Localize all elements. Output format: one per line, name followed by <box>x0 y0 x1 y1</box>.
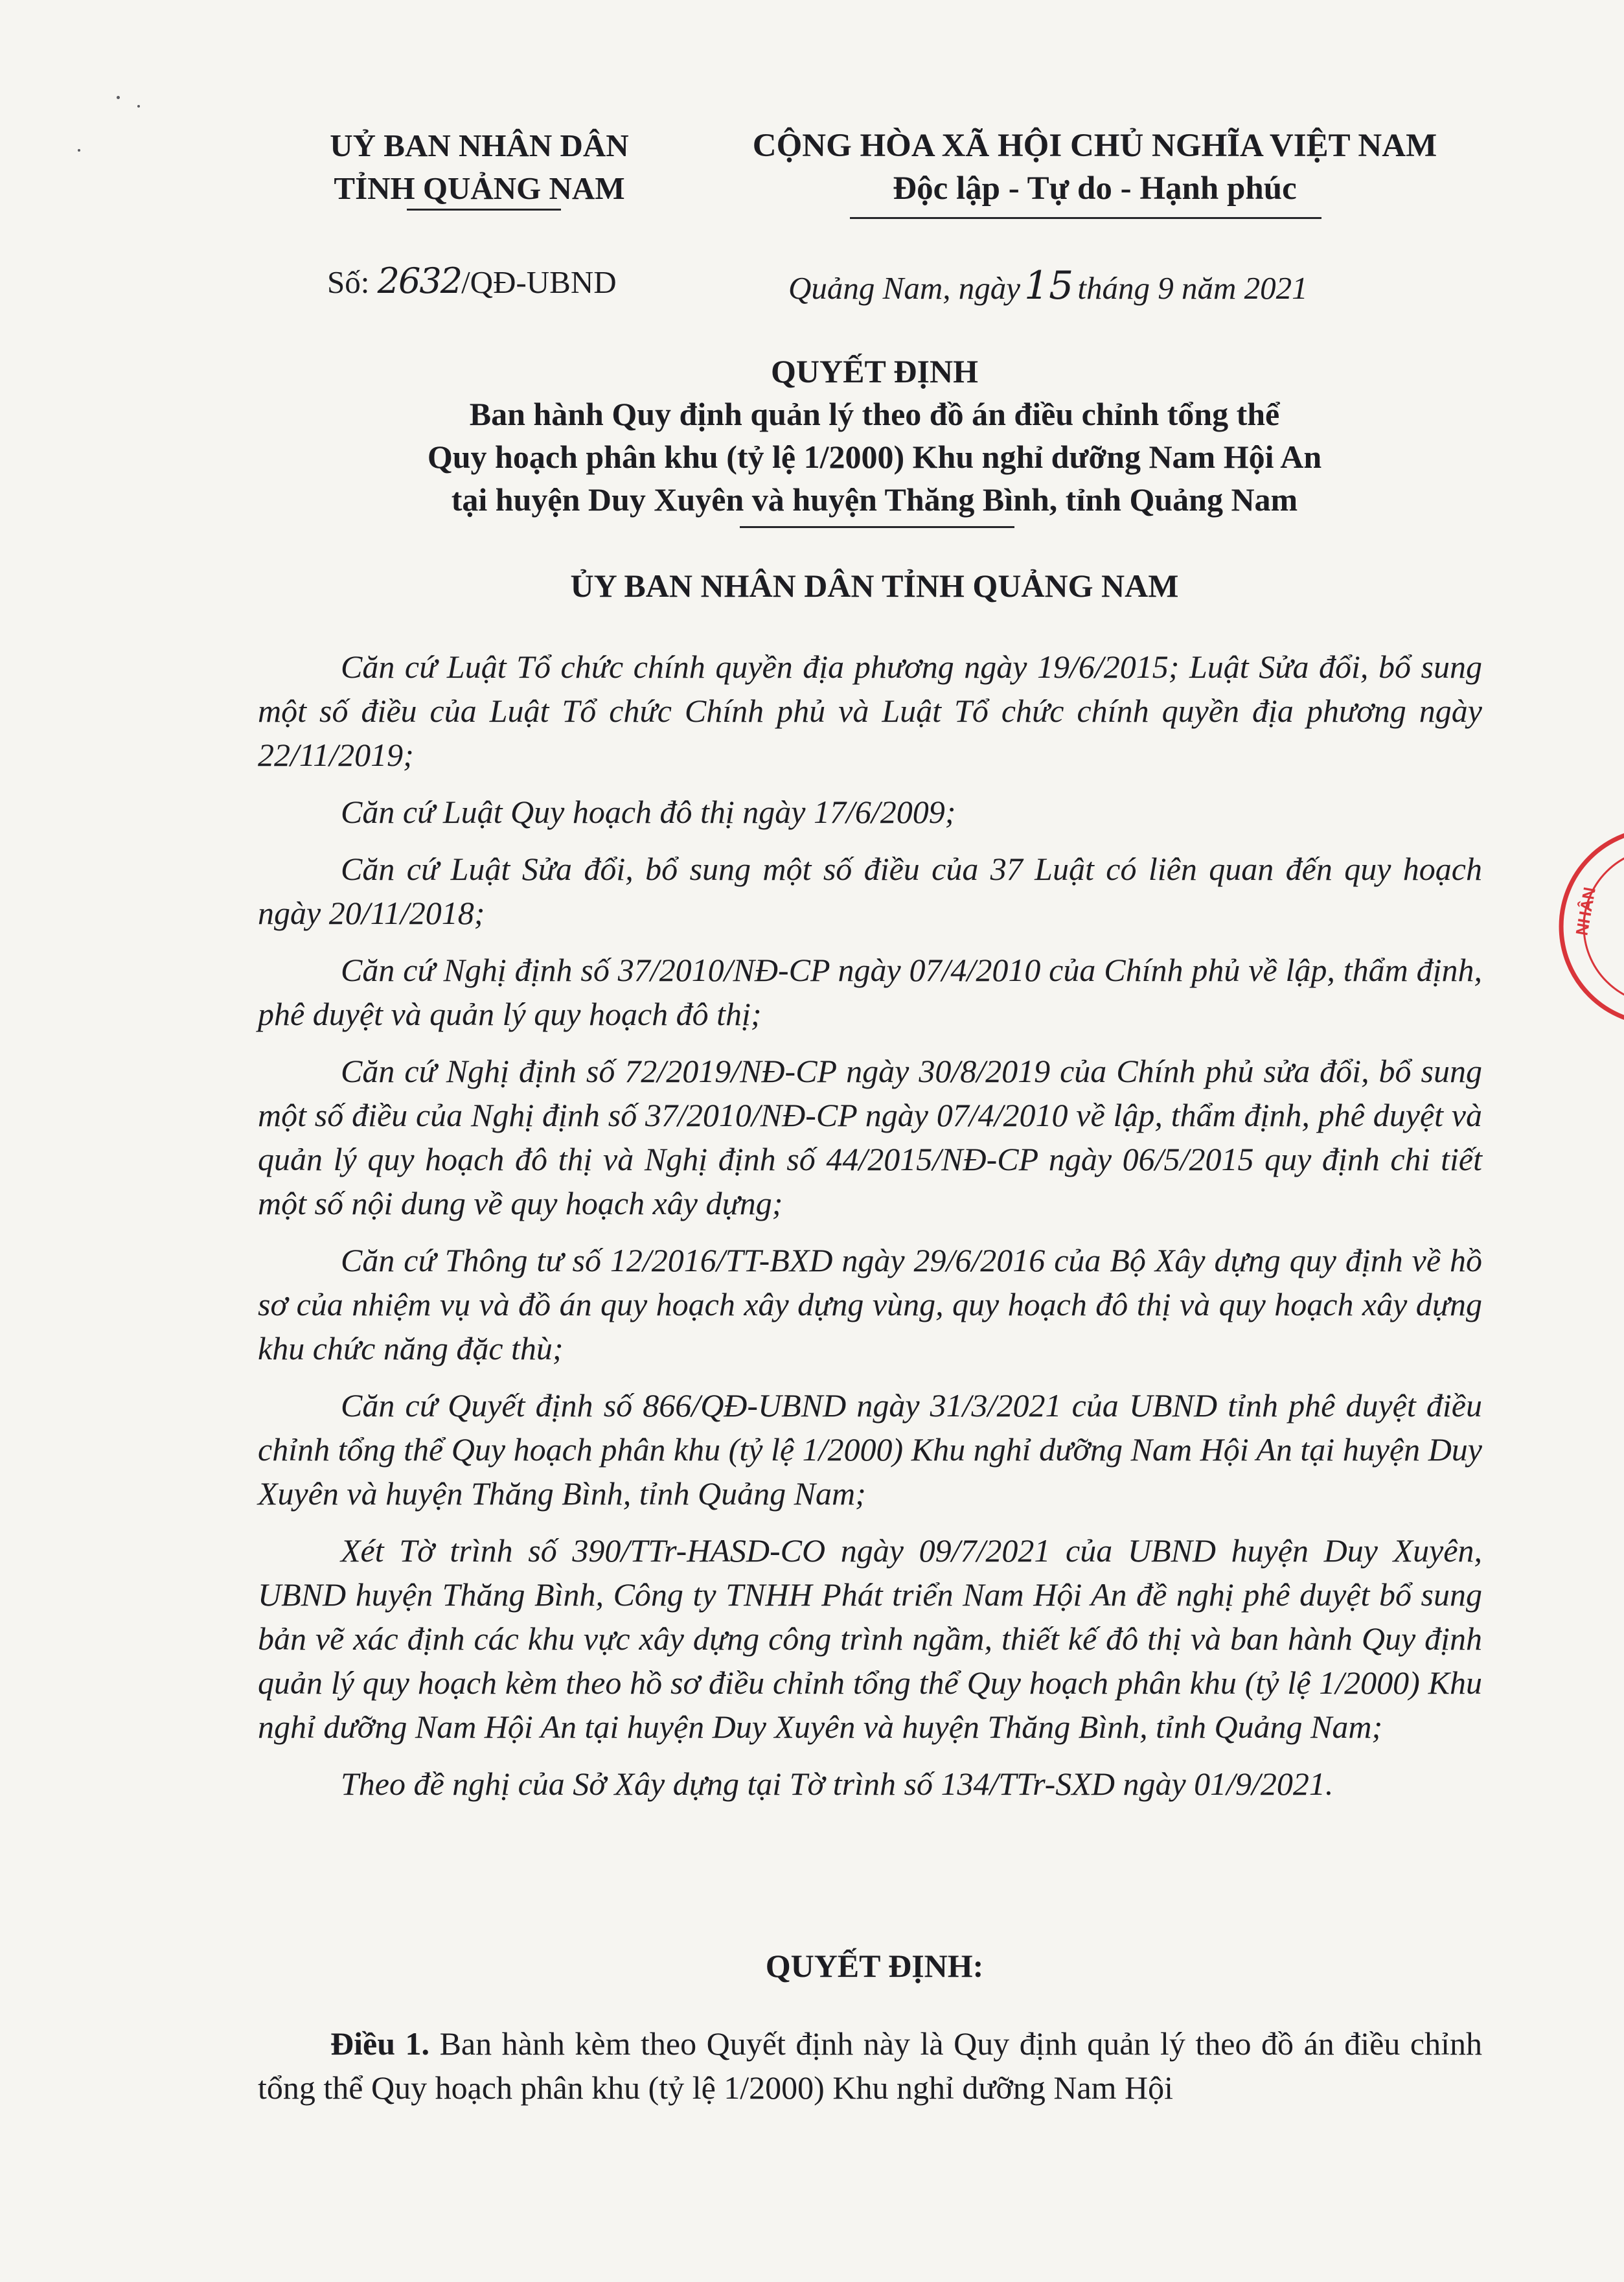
number-handwritten: 2632 <box>377 260 462 301</box>
country-name: CỘNG HÒA XÃ HỘI CHỦ NGHĨA VIỆT NAM <box>752 128 1437 164</box>
preamble-paragraph: Theo đề nghị của Sở Xây dựng tại Tờ trình số 134/TTr-SXD ngày 01/9/2021. <box>341 1766 1334 1802</box>
stamp-text: NHÂN <box>1572 885 1599 938</box>
motto: Độc lập - Tự do - Hạnh phúc <box>893 170 1297 207</box>
document-title <box>272 350 1477 521</box>
motto-underline <box>850 217 1321 219</box>
issuing-agency <box>272 124 687 210</box>
decision-heading: QUYẾT ĐỊNH: <box>765 1948 984 1984</box>
article-1 <box>258 2022 1482 2110</box>
article-1-label: Điều 1. <box>330 2025 430 2062</box>
agency-line-2: TỈNH QUẢNG NAM <box>334 170 625 206</box>
date-suffix: tháng 9 năm 2021 <box>1077 270 1308 306</box>
preamble-paragraph: Căn cứ Luật Sửa đổi, bổ sung một số điều của 37 Luật có liên quan đến quy hoạch ngày 20/11/2018; <box>258 851 1482 931</box>
number-suffix: /QĐ-UBND <box>461 264 617 300</box>
agency-line-1: UỶ BAN NHÂN DÂN <box>330 128 629 163</box>
date-prefix: Quảng Nam, ngày <box>788 270 1020 306</box>
document-date <box>788 263 1308 308</box>
preamble-paragraph: Căn cứ Quyết định số 866/QĐ-UBND ngày 31/3/2021 của UBND tỉnh phê duyệt điều chỉnh tổng thể Quy hoạch phân khu (tỷ lệ 1/2000) Khu nghỉ dưỡng Nam Hội An tại huyện Duy Xuyên và huyện Thăng Bình, tỉnh Quảng Nam; <box>258 1387 1482 1512</box>
scan-speck <box>137 105 140 108</box>
preamble <box>258 645 1482 1819</box>
preamble-paragraph: Căn cứ Luật Quy hoạch đô thị ngày 17/6/2009; <box>341 794 956 830</box>
scan-speck <box>117 96 120 99</box>
issuer-heading: ỦY BAN NHÂN DÂN TỈNH QUẢNG NAM <box>570 568 1179 604</box>
number-prefix: Số: <box>327 264 378 300</box>
national-motto <box>709 124 1480 210</box>
preamble-paragraph: Căn cứ Luật Tổ chức chính quyền địa phương ngày 19/6/2015; Luật Sửa đổi, bổ sung một số điều của Luật Tổ chức Chính phủ và Luật Tổ chức chính quyền địa phương ngày 22/11/2019; <box>258 649 1482 773</box>
article-1-text: Ban hành kèm theo Quyết định này là Quy định quản lý theo đồ án điều chỉnh tổng thể Quy hoạch phân khu (tỷ lệ 1/2000) Khu nghỉ dưỡng Nam Hội <box>258 2025 1483 2106</box>
red-seal-stamp <box>1555 823 1624 1030</box>
preamble-paragraph: Căn cứ Nghị định số 37/2010/NĐ-CP ngày 07/4/2010 của Chính phủ về lập, thẩm định, phê duyệt và quản lý quy hoạch đô thị; <box>258 952 1482 1032</box>
preamble-paragraph: Xét Tờ trình số 390/TTr-HASD-CO ngày 09/7/2021 của UBND huyện Duy Xuyên, UBND huyện Thăng Bình, Công ty TNHH Phát triển Nam Hội An đề nghị phê duyệt bổ sung bản vẽ xác định các khu vực xây dựng công trình ngầm, thiết kế đô thị và ban hành Quy định quản lý quy hoạch kèm theo hồ sơ điều chỉnh tổng thể Quy hoạch phân khu (tỷ lệ 1/2000) Khu nghỉ dưỡng Nam Hội An tại huyện Duy Xuyên và huyện Thăng Bình, tỉnh Quảng Nam; <box>258 1532 1482 1745</box>
preamble-paragraph: Căn cứ Nghị định số 72/2019/NĐ-CP ngày 30/8/2019 của Chính phủ sửa đổi, bổ sung một số điều của Nghị định số 37/2010/NĐ-CP ngày 07/4/2010 về lập, thẩm định, phê duyệt và quản lý quy hoạch đô thị và Nghị định số 44/2015/NĐ-CP ngày 06/5/2015 quy định chi tiết một số nội dung về quy hoạch xây dựng; <box>258 1053 1482 1221</box>
title-underline <box>740 526 1014 528</box>
title-line-3: tại huyện Duy Xuyên và huyện Thăng Bình, tỉnh Quảng Nam <box>451 481 1298 518</box>
title-line-2: Quy hoạch phân khu (tỷ lệ 1/2000) Khu nghỉ dưỡng Nam Hội An <box>427 439 1322 475</box>
preamble-paragraph: Căn cứ Thông tư số 12/2016/TT-BXD ngày 29/6/2016 của Bộ Xây dựng quy định về hồ sơ của nhiệm vụ và đồ án quy hoạch xây dựng vùng, quy hoạch đô thị và quy hoạch xây dựng khu chức năng đặc thù; <box>258 1242 1482 1366</box>
date-day-handwritten: 15 <box>1024 263 1074 308</box>
title-line-1: Ban hành Quy định quản lý theo đồ án điều chỉnh tổng thể <box>469 396 1280 432</box>
scan-speck <box>78 149 80 152</box>
title-heading: QUYẾT ĐỊNH <box>771 353 978 389</box>
document-number <box>327 260 617 301</box>
agency-underline <box>407 209 561 211</box>
